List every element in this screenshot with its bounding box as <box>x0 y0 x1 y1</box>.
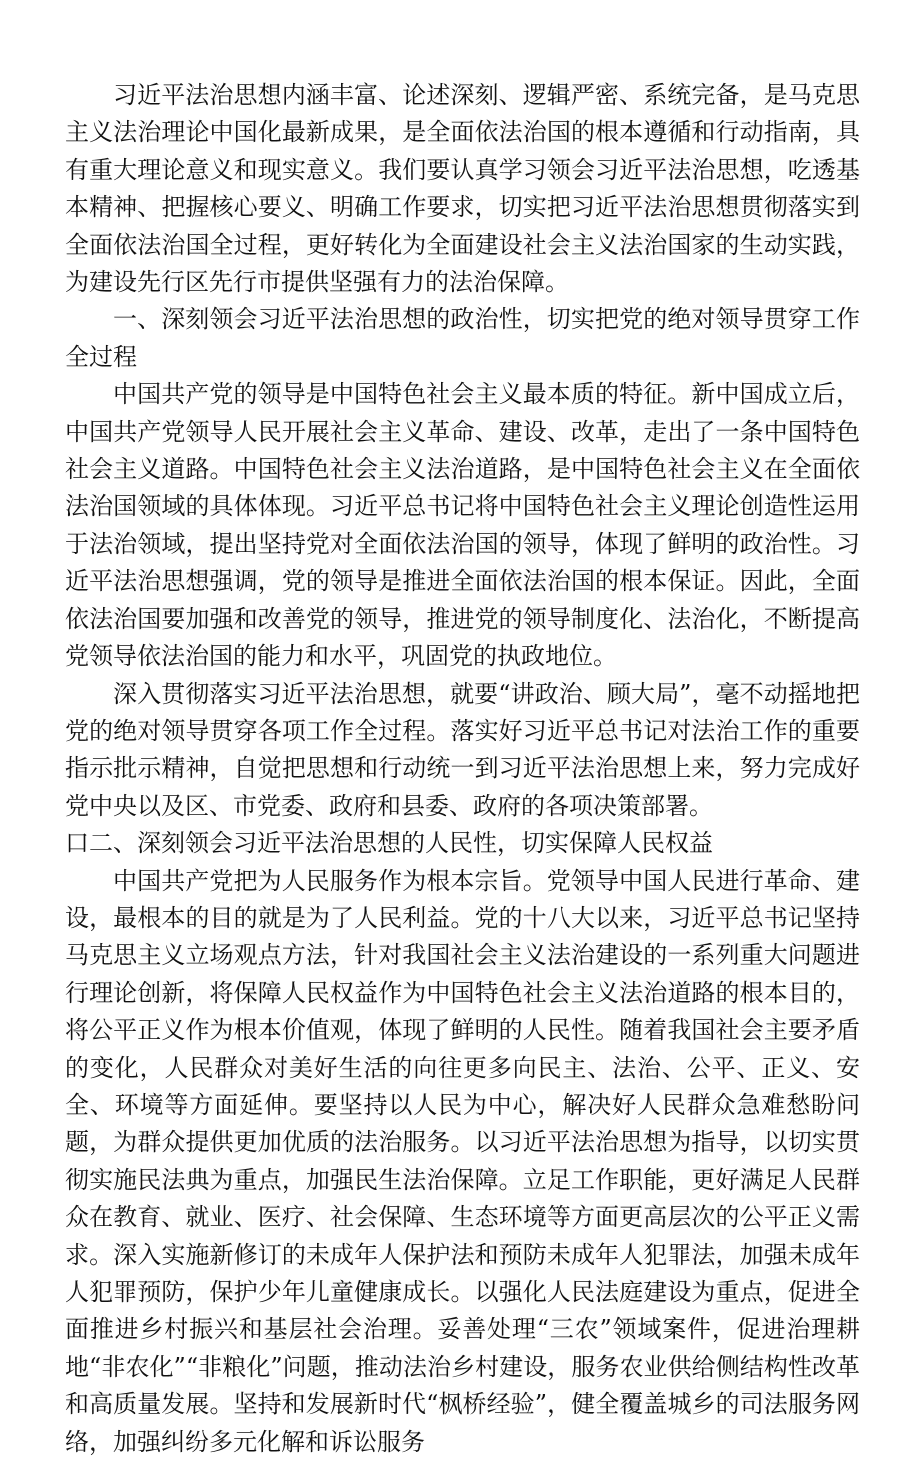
body-paragraph: 深入贯彻落实习近平法治思想，就要“讲政治、顾大局”，毫不动摇地把党的绝对领导贯穿各项工作全过程。落实好习近平总书记对法治工作的重要指示批示精神，自觉把思想和行动统一到习近平法治思想上来，努力完成好党中央以及区、市党委、政府和县委、政府的各项决策部署。 <box>65 679 860 820</box>
body-paragraph: 中国共产党的领导是中国特色社会主义最本质的特征。新中国成立后，中国共产党领导人民开展社会主义革命、建设、改革，走出了一条中国特色社会主义道路。中国特色社会主义法治道路，是中国特色社会主义在全面依法治国领域的具体体现。习近平总书记将中国特色社会主义理论创造性运用于法治领域，提出坚持党对全面依法治国的领导，体现了鲜明的政治性。习近平法治思想强调，党的领导是推进全面依法治国的根本保证。因此，全面依法治国要加强和改善党的领导，推进党的领导制度化、法治化，不断提高党领导依法治国的能力和水平，巩固党的执政地位。 <box>65 380 860 671</box>
section-heading-2: 口二、深刻领会习近平法治思想的人民性，切实保障人民权益 <box>65 829 713 858</box>
body-paragraph: 中国共产党把为人民服务作为根本宗旨。党领导中国人民进行革命、建设，最根本的目的就是为了人民利益。党的十八大以来，习近平总书记坚持马克思主义立场观点方法，针对我国社会主义法治建设的一系列重大问题进行理论创新，将保障人民权益作为中国特色社会主义法治道路的根本目的，将公平正义作为根本价值观，体现了鲜明的人民性。随着我国社会主要矛盾的变化，人民群众对美好生活的向往更多向民主、法治、公平、正义、安全、环境等方面延伸。要坚持以人民为中心，解决好人民群众急难愁盼问题，为群众提供更加优质的法治服务。以习近平法治思想为指导，以切实贯彻实施民法典为重点，加强民生法治保障。立足工作职能，更好满足人民群众在教育、就业、医疗、社会保障、生态环境等方面更高层次的公平正义需求。深入实施新修订的未成年人保护法和预防未成年人犯罪法，加强未成年人犯罪预防，保护少年儿童健康成长。以强化人民法庭建设为重点，促进全面推进乡村振兴和基层社会治理。妥善处理“三农”领域案件，促进治理耕地“非农化”“非粮化”问题，推动法治乡村建设，服务农业供给侧结构性改革和高质量发展。坚持和发展新时代“枫桥经验”，健全覆盖城乡的司法服务网络，加强纠纷多元化解和诉讼服务 <box>65 866 860 1456</box>
section-heading-1: 一、深刻领会习近平法治思想的政治性，切实把党的绝对领导贯穿工作全过程 <box>65 305 860 371</box>
intro-paragraph: 习近平法治思想内涵丰富、论述深刻、逻辑严密、系统完备，是马克思主义法治理论中国化最新成果，是全面依法治国的根本遵循和行动指南，具有重大理论意义和现实意义。我们要认真学习领会习近平法治思想，吃透基本精神、把握核心要义、明确工作要求，切实把习近平法治思想贯彻落实到全面依法治国全过程，更好转化为全面建设社会主义法治国家的生动实践，为建设先行区先行市提供坚强有力的法治保障。 <box>65 81 860 297</box>
document-body <box>65 77 860 1461</box>
